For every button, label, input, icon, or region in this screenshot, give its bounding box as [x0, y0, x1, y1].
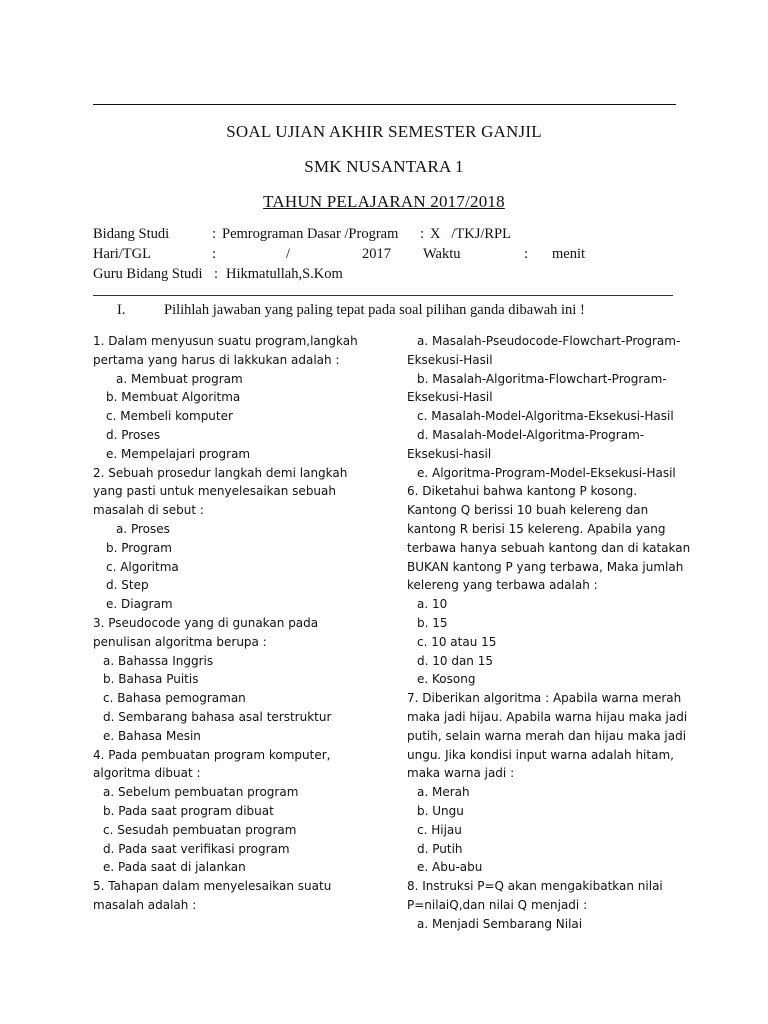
answer-option: d. Step	[106, 578, 149, 593]
program-value: X /TKJ/RPL	[430, 226, 511, 242]
answer-option: e. Diagram	[106, 597, 173, 612]
answer-option: a. Bahassa Inggris	[103, 653, 214, 668]
exam-title: SOAL UJIAN AKHIR SEMESTER GANJIL	[226, 122, 542, 141]
answer-option: c. Masalah-Model-Algoritma-Eksekusi-Hasil	[417, 409, 674, 424]
question-line: algoritma dibuat :	[93, 766, 201, 781]
answer-option: c. 10 atau 15	[417, 634, 497, 649]
academic-year: TAHUN PELAJARAN 2017/2018	[263, 192, 505, 211]
answer-option: b. Program	[106, 540, 172, 555]
answer-option: a. 10	[417, 597, 448, 612]
question-line: pertama yang harus di lakkukan adalah :	[93, 352, 340, 367]
question-line: 2. Sebuah prosedur langkah demi langkah	[93, 465, 348, 480]
question-line: terbawa hanya sebuah kantong dan di katakan	[407, 540, 691, 555]
answer-option: e. Kosong	[417, 672, 476, 687]
answer-option: a. Menjadi Sembarang Nilai	[417, 916, 583, 931]
question-line: maka warna jadi :	[407, 766, 515, 781]
answer-option: e. Bahasa Mesin	[103, 728, 201, 743]
question-line: putih, selain warna merah dan hijau maka jadi	[407, 728, 687, 743]
question-line: 4. Pada pembuatan program komputer,	[93, 747, 331, 762]
hari-year: 2017	[362, 246, 391, 262]
question-line: Kantong Q berissi 10 buah kelereng dan	[407, 503, 649, 518]
answer-option: d. Pada saat verifikasi program	[103, 841, 290, 856]
question-line: P=nilaiQ,dan nilai Q menjadi :	[407, 897, 588, 912]
question-line: 6. Diketahui bahwa kantong P kosong.	[407, 484, 638, 499]
answer-option: a. Merah	[417, 785, 470, 800]
left-question-column	[93, 332, 393, 915]
answer-option: c. Membeli komputer	[106, 409, 233, 424]
answer-option: c. Algoritma	[106, 559, 179, 574]
instruction-text: Pilihlah jawaban yang paling tepat pada soal pilihan ganda dibawah ini !	[164, 302, 585, 318]
answer-option: b. Membuat Algoritma	[106, 390, 241, 405]
program-colon: :	[420, 226, 425, 242]
question-line: Eksekusi-hasil	[407, 446, 492, 461]
question-line: 1. Dalam menyusun suatu program,langkah	[93, 334, 358, 348]
answer-option: d. Sembarang bahasa asal terstruktur	[103, 709, 332, 724]
hari-slash: /	[286, 246, 291, 262]
answer-option: d. Putih	[417, 841, 463, 856]
answer-option: e. Algoritma-Program-Model-Eksekusi-Hasil	[417, 465, 676, 480]
question-line: Eksekusi-Hasil	[407, 390, 493, 405]
waktu-colon: :	[524, 246, 529, 262]
question-line: yang pasti untuk menyelesaikan sebuah	[93, 484, 336, 499]
bidang-value: Pemrograman Dasar /Program	[222, 226, 399, 242]
question-line: masalah di sebut :	[93, 503, 204, 518]
question-line: 3. Pseudocode yang di gunakan pada	[93, 615, 319, 630]
waktu-label: Waktu	[423, 246, 461, 262]
answer-option: e. Mempelajari program	[106, 446, 251, 461]
hari-label: Hari/TGL	[93, 246, 151, 262]
hari-colon: :	[212, 246, 217, 262]
question-line: 7. Diberikan algoritma : Apabila warna merah	[407, 691, 682, 706]
waktu-unit: menit	[552, 246, 586, 262]
bidang-colon: :	[212, 226, 217, 242]
top-rule	[93, 104, 676, 105]
answer-option: b. 15	[417, 615, 448, 630]
answer-option: b. Pada saat program dibuat	[103, 803, 274, 818]
bidang-label: Bidang Studi	[93, 226, 170, 242]
guru-colon: :	[214, 266, 219, 282]
question-line: Eksekusi-Hasil	[407, 352, 493, 367]
guru-label: Guru Bidang Studi	[93, 266, 203, 282]
question-line: ungu. Jika kondisi input warna adalah hitam,	[407, 747, 674, 762]
answer-option: e. Abu-abu	[417, 860, 483, 875]
question-line: maka jadi hijau. Apabila warna hijau maka jadi	[407, 709, 688, 724]
answer-option: a. Proses	[116, 521, 170, 536]
answer-option: b. Masalah-Algoritma-Flowchart-Program-	[417, 371, 667, 386]
separator-rule	[93, 295, 673, 296]
guru-value: Hikmatullah,S.Kom	[226, 266, 343, 282]
question-line: 8. Instruksi P=Q akan mengakibatkan nilai	[407, 879, 663, 894]
answer-option: b. Ungu	[417, 803, 464, 818]
instruction-number: I.	[117, 302, 126, 318]
answer-option: c. Sesudah pembuatan program	[103, 822, 297, 837]
question-line: masalah adalah :	[93, 897, 197, 912]
answer-option: b. Bahasa Puitis	[103, 672, 199, 687]
right-question-column	[407, 332, 707, 934]
answer-option: a. Masalah-Pseudocode-Flowchart-Program-	[417, 334, 681, 348]
answer-option: a. Membuat program	[116, 371, 243, 386]
question-line: BUKAN kantong P yang terbawa, Maka jumlah	[407, 559, 684, 574]
answer-option: a. Sebelum pembuatan program	[103, 785, 299, 800]
question-line: 5. Tahapan dalam menyelesaikan suatu	[93, 879, 332, 894]
answer-option: d. Proses	[106, 427, 161, 442]
question-line: kantong R berisi 15 kelereng. Apabila yang	[407, 521, 666, 536]
answer-option: c. Bahasa pemograman	[103, 691, 246, 706]
question-line: kelereng yang terbawa adalah :	[407, 578, 598, 593]
answer-option: d. 10 dan 15	[417, 653, 493, 668]
school-name: SMK NUSANTARA 1	[304, 157, 464, 176]
answer-option: c. Hijau	[417, 822, 462, 837]
question-line: penulisan algoritma berupa :	[93, 634, 267, 649]
answer-option: d. Masalah-Model-Algoritma-Program-	[417, 427, 645, 442]
answer-option: e. Pada saat di jalankan	[103, 860, 246, 875]
